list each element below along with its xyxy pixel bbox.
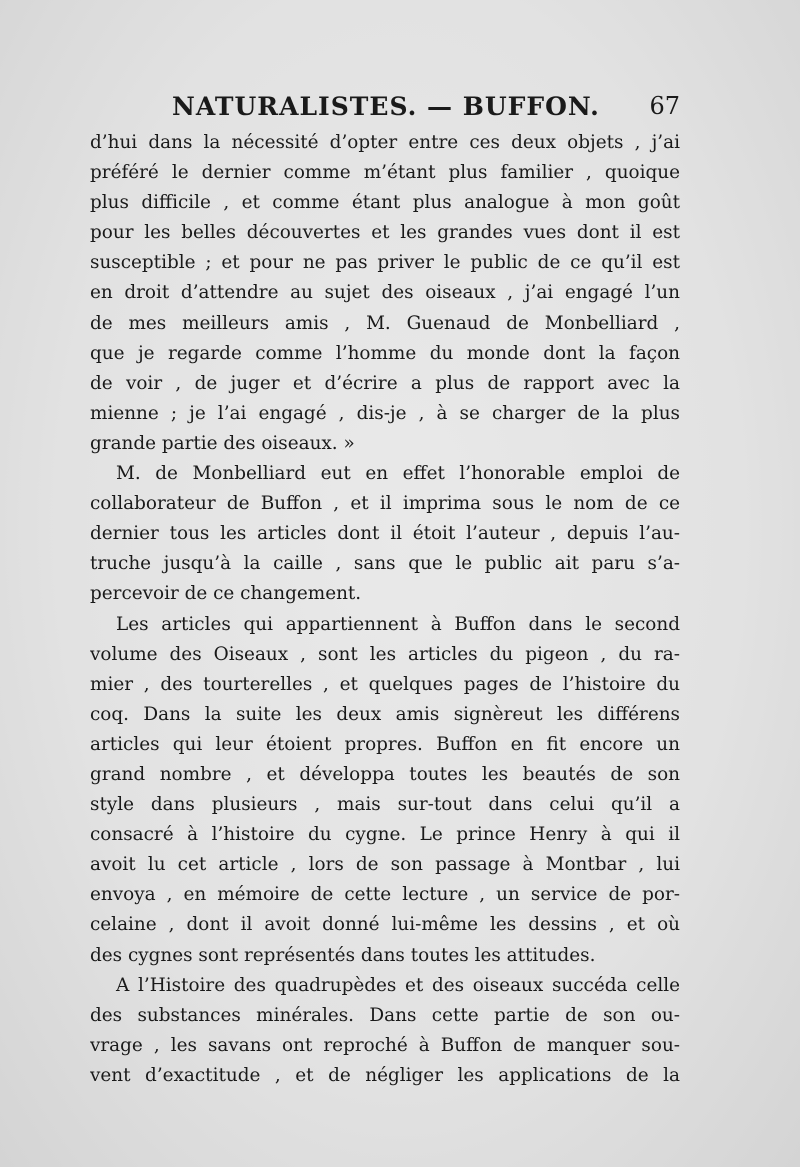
page-number: 67 — [649, 92, 680, 120]
text-line: dernier tous les articles dont il étoit l’auteur , depuis l’au- — [90, 523, 680, 545]
paragraph-first-line: A l’Histoire des quadrupèdes et des oiseaux succéda celle — [116, 974, 680, 996]
text-line: des cygnes sont représentés dans toutes les attitudes. — [90, 944, 596, 966]
text-line: truche jusqu’à la caille , sans que le public ait paru s’a- — [90, 553, 680, 575]
page-header — [90, 92, 680, 126]
text-line: volume des Oiseaux , sont les articles du pigeon , du ra- — [90, 643, 680, 665]
running-head: NATURALISTES. — BUFFON. — [172, 92, 600, 121]
text-line: consacré à l’histoire du cygne. Le prince Henry à qui il — [90, 824, 680, 846]
text-line: en droit d’attendre au sujet des oiseaux , j’ai engagé l’un — [90, 282, 680, 304]
text-line: préféré le dernier comme m’étant plus familier , quoique — [90, 162, 680, 184]
text-line: envoya , en mémoire de cette lecture , un service de por- — [90, 884, 680, 906]
text-line: grande partie des oiseaux. » — [90, 432, 355, 454]
text-line: pour les belles découvertes et les grandes vues dont il est — [90, 222, 680, 244]
text-line: style dans plusieurs , mais sur-tout dans celui qu’il a — [90, 794, 680, 816]
body-text — [90, 128, 680, 1091]
text-line: collaborateur de Buffon , et il imprima sous le nom de ce — [90, 493, 680, 515]
paragraph-first-line: M. de Monbelliard eut en effet l’honorable emploi de — [116, 463, 680, 485]
paragraph-first-line: Les articles qui appartiennent à Buffon dans le second — [116, 613, 680, 635]
text-line: que je regarde comme l’homme du monde dont la façon — [90, 342, 680, 364]
text-line: de voir , de juger et d’écrire a plus de rapport avec la — [90, 372, 680, 394]
text-line: des substances minérales. Dans cette partie de son ou- — [90, 1004, 680, 1026]
text-line: plus difficile , et comme étant plus analogue à mon goût — [90, 192, 680, 214]
text-line: coq. Dans la suite les deux amis signèreut les différens — [90, 703, 680, 725]
text-line: susceptible ; et pour ne pas priver le public de ce qu’il est — [90, 252, 680, 274]
text-line: d’hui dans la nécessité d’opter entre ces deux objets , j’ai — [90, 132, 680, 153]
text-line: celaine , dont il avoit donné lui-même les dessins , et où — [90, 914, 680, 936]
text-line: vrage , les savans ont reproché à Buffon de manquer sou- — [90, 1034, 680, 1056]
text-line: avoit lu cet article , lors de son passage à Montbar , lui — [90, 854, 680, 876]
text-line: percevoir de ce changement. — [90, 583, 362, 605]
text-line: articles qui leur étoient propres. Buffon en fit encore un — [90, 733, 680, 755]
text-line: mienne ; je l’ai engagé , dis-je , à se charger de la plus — [90, 402, 680, 424]
text-line: grand nombre , et développa toutes les beautés de son — [90, 763, 680, 785]
text-line: vent d’exactitude , et de négliger les applications de la — [90, 1064, 680, 1086]
text-line: de mes meilleurs amis , M. Guenaud de Monbelliard , — [90, 312, 680, 334]
text-line: mier , des tourterelles , et quelques pages de l’histoire du — [90, 673, 680, 695]
